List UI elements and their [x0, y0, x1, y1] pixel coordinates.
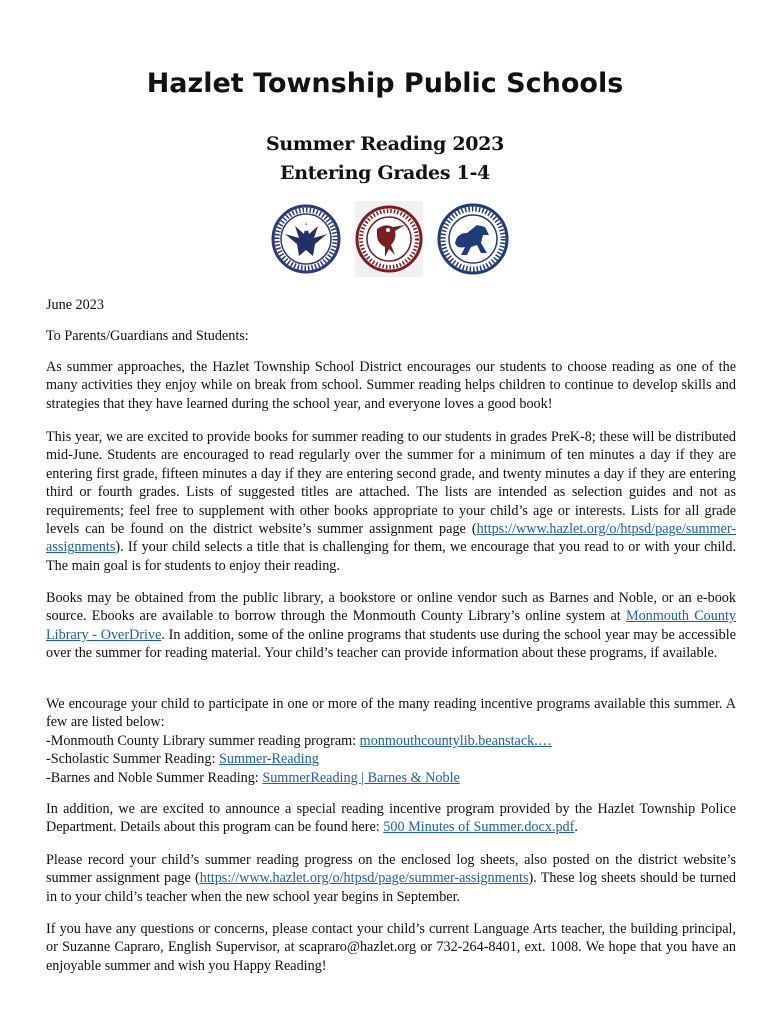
paragraph-2-text-a: This year, we are excited to provide books for summer reading to our students in grades PreK-8; these will be distributed mid-June. Students are encouraged to read regularly over the summer for a minimum of ten minutes a day if they are entering first grade, fifteen minutes a day if they are entering second grade, and twenty minutes a day if they are entering third or fourth grades. Lists of suggested titles are attached. The lists are intended as selection guides and not as requirements; feel free to supplement with other books appropriate to your child’s age or interests. Lists for all grade levels can be found on the district website’s summer assignment page (	[46, 429, 736, 538]
overdrive-link[interactable]: Monmouth County Library - OverDrive	[46, 608, 736, 643]
program-item-barnes-noble	[46, 769, 736, 787]
paragraph-5-text-b: .	[574, 819, 578, 836]
program-label: -Monmouth County Library summer reading program:	[46, 732, 360, 749]
paragraph-6-text-a: Please record your child’s summer reading progress on the enclosed log sheets, also posted on the district website’s summer assignment page (	[46, 852, 736, 887]
paragraph-3-text-a: Books may be obtained from the public library, a bookstore or online vendor such as Barnes and Noble, or an e-book source. Ebooks are available to borrow through the Monmouth County Library’s online system at	[46, 590, 736, 625]
subtitle-grades: Entering Grades 1-4	[280, 162, 490, 184]
letter-date	[46, 296, 736, 314]
paragraph-7	[46, 920, 736, 975]
paragraph-2-text-b: ). If your child selects a title that is challenging for them, we encourage that you read to or with your child. The main goal is for students to enjoy their reading.	[46, 539, 736, 574]
letter-greeting	[46, 327, 736, 345]
horse-icon	[437, 203, 509, 275]
paragraph-1-text: As summer approaches, the Hazlet Township School District encourages our students to choose reading as one of the many activities they enjoy while on break from school. Summer reading helps children to continue to develop skills and strategies that they have learned during the school year, and everyone loves a good book!	[46, 359, 736, 412]
paragraph-4-intro: We encourage your child to participate in one or more of the many reading incentive programs available this summer. A few are listed below:	[46, 696, 736, 731]
paragraph-5	[46, 800, 736, 837]
roadrunner-icon	[355, 201, 423, 277]
paragraph-3	[46, 589, 736, 663]
beanstack-link[interactable]: monmouthcountylib.beanstack.…	[359, 732, 552, 749]
eagle-school-seal	[271, 204, 341, 274]
program-item-monmouth	[46, 732, 736, 750]
horse-school-seal	[437, 203, 509, 275]
log-sheets-link[interactable]: https://www.hazlet.org/o/htpsd/page/summer-assignments	[199, 870, 529, 887]
paragraph-4	[46, 695, 736, 787]
paragraph-7-text: If you have any questions or concerns, please contact your child’s current Language Arts teacher, the building principal, or Suzanne Capraro, English Supervisor, at scapraro@hazlet.org or 732-264-8401, ext. 1008. We hope that you have an enjoyable summer and wish you Happy Reading!	[46, 921, 736, 974]
scholastic-link[interactable]: Summer-Reading	[218, 751, 319, 768]
summer-assignments-link[interactable]: https://www.hazlet.org/o/htpsd/page/summer-assignments	[46, 521, 736, 556]
program-label: -Barnes and Noble Summer Reading:	[46, 769, 263, 786]
paragraph-6	[46, 851, 736, 906]
police-program-link[interactable]: 500 Minutes of Summer.docx.pdf	[383, 819, 575, 836]
date-text: June 2023	[46, 297, 104, 313]
program-label: -Scholastic Summer Reading:	[46, 751, 219, 768]
page-title: Hazlet Township Public Schools	[146, 68, 624, 99]
school-logos	[0, 201, 770, 279]
greeting-text: To Parents/Guardians and Students:	[46, 328, 249, 344]
subtitle-year: Summer Reading 2023	[265, 133, 505, 155]
program-item-scholastic	[46, 750, 736, 768]
barnes-noble-link[interactable]: SummerReading | Barnes & Noble	[262, 769, 460, 786]
paragraph-5-text-a: In addition, we are excited to announce a special reading incentive program provided by the Hazlet Township Police Department. Details about this program can be found here:	[46, 801, 736, 836]
eagle-icon	[271, 204, 341, 274]
roadrunner-school-seal	[355, 201, 423, 277]
paragraph-3-text-b: . In addition, some of the online programs that students use during the school year may be accessible over the summer for reading material. Your child’s teacher can provide information about these programs, if available.	[46, 626, 736, 662]
paragraph-6-text-b: ). These log sheets should be turned in to your child’s teacher when the new school year begins in September.	[46, 870, 736, 905]
paragraph-1	[46, 358, 736, 413]
paragraph-2	[46, 428, 736, 575]
